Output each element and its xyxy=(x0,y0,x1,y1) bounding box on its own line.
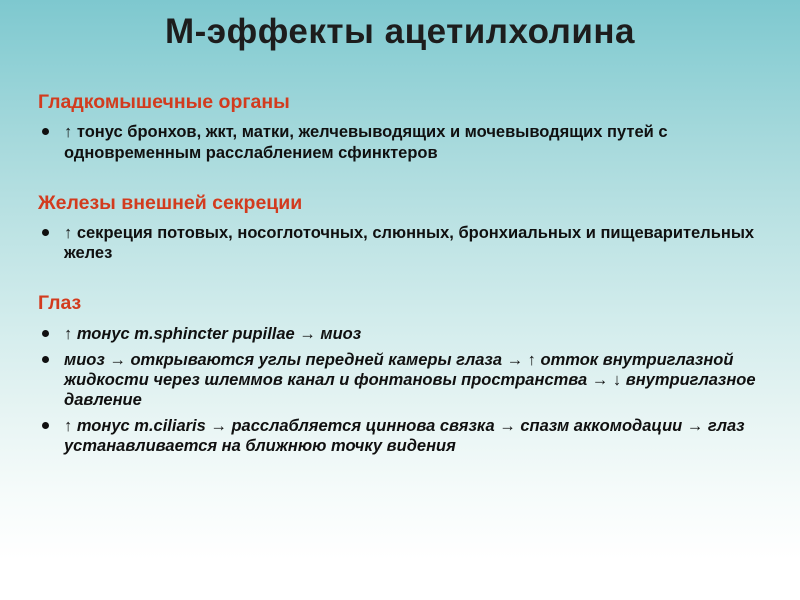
list-item xyxy=(38,122,758,162)
section-smooth-muscle-organs xyxy=(38,92,758,163)
page-title: М-эффекты ацетилхолина xyxy=(165,12,635,51)
bullet-dot-icon xyxy=(42,356,49,363)
bullet-dot-icon xyxy=(42,229,49,236)
section-exocrine-glands xyxy=(38,193,758,264)
list-item xyxy=(38,350,758,410)
section-bullet-list xyxy=(38,324,758,457)
section-bullet-list xyxy=(38,122,758,162)
list-item xyxy=(38,223,758,263)
slide-body xyxy=(38,92,758,463)
list-item-text: ↑ секреция потовых, носоглоточных, слюнных, бронхиальных и пищеварительных желез xyxy=(64,224,755,263)
list-item-text: ↑ тонус бронхов, жкт, матки, желчевыводящих и мочевыводящих путей с одновременным расслаблением сфинктеров xyxy=(64,123,668,162)
section-eye xyxy=(38,293,758,456)
list-item xyxy=(38,416,758,456)
list-item xyxy=(38,324,758,344)
list-item-text: миоз → открываются углы передней камеры глаза → ↑ отток внутриглазной жидкости через шлеммов канал и фонтановы пространства → ↓ внутриглазное давление xyxy=(64,350,756,410)
bullet-dot-icon xyxy=(42,128,49,135)
list-item-text: ↑ тонус m.sphincter pupillae → миоз xyxy=(64,324,362,343)
section-heading: Железы внешней секреции xyxy=(38,191,303,214)
section-heading: Глаз xyxy=(38,292,82,315)
bullet-dot-icon xyxy=(42,422,49,429)
list-item-text: ↑ тонус m.ciliaris → расслабляется циннова связка → спазм аккомодации → глаз устанавливается на ближнюю точку видения xyxy=(64,417,745,456)
bullet-dot-icon xyxy=(42,330,49,337)
section-bullet-list xyxy=(38,223,758,263)
section-heading: Гладкомышечные органы xyxy=(38,91,290,113)
